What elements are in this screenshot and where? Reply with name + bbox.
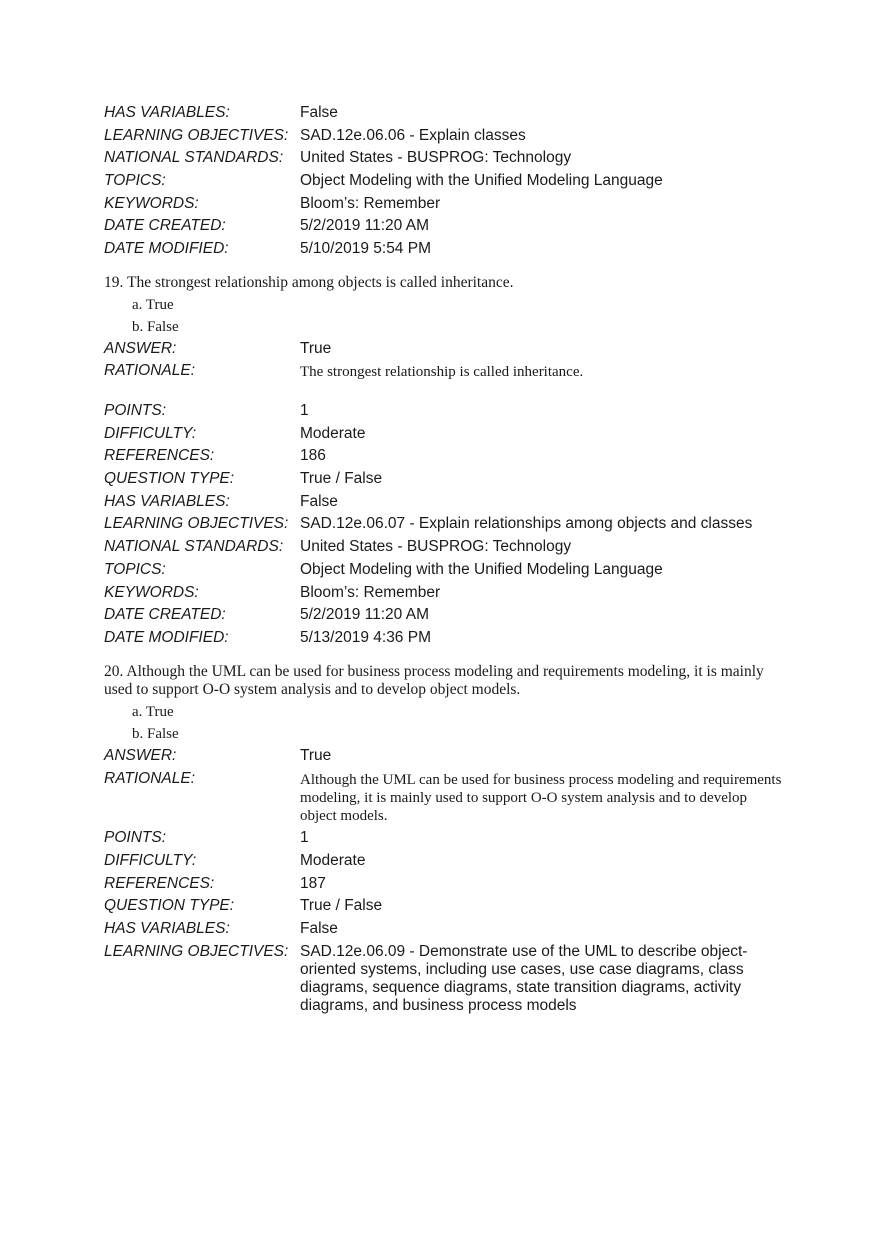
rationale-row	[104, 362, 784, 381]
meta-row-keywords	[104, 195, 784, 213]
meta-row-national-standards	[104, 538, 784, 556]
meta-value: True / False	[300, 470, 383, 488]
meta-row-question-type	[104, 470, 784, 488]
meta-row-date-modified	[104, 240, 784, 258]
option-b: b. False	[132, 318, 179, 335]
meta-row-date-modified	[104, 629, 784, 647]
meta-label: LEARNING OBJECTIVES:	[104, 515, 289, 533]
meta-label: REFERENCES:	[104, 447, 215, 465]
meta-label: DIFFICULTY:	[104, 851, 197, 869]
meta-row-references	[104, 447, 784, 465]
answer-value: True	[300, 339, 332, 357]
meta-value: 187	[300, 874, 326, 892]
meta-value: 186	[300, 447, 326, 465]
meta-label: POINTS:	[104, 402, 167, 419]
meta-label: DIFFICULTY:	[104, 424, 197, 442]
meta-value: 5/2/2019 11:20 AM	[300, 217, 429, 235]
meta-value: SAD.12e.06.09 - Demonstrate use of the UML to describe object-oriented systems, including use cases, use case diagrams, class diagrams, sequence diagrams, state transition diagrams, activity diagrams, and business process models	[300, 942, 748, 1014]
question-text: 19. The strongest relationship among objects is called inheritance.	[104, 274, 514, 292]
meta-value: SAD.12e.06.06 - Explain classes	[300, 126, 526, 144]
meta-value: Object Modeling with the Unified Modeling Language	[300, 560, 663, 578]
option-b: b. False	[132, 725, 179, 742]
meta-value: Moderate	[300, 851, 366, 869]
rationale-row	[104, 770, 784, 825]
answer-row	[104, 747, 784, 765]
meta-row-has-variables	[104, 104, 784, 122]
option-a: a. True	[132, 703, 174, 720]
document-page	[104, 104, 784, 1019]
meta-value: 1	[300, 829, 309, 847]
answer-row	[104, 340, 784, 358]
meta-label: POINTS:	[104, 829, 167, 847]
meta-label: QUESTION TYPE:	[104, 897, 235, 915]
meta-value: Object Modeling with the Unified Modeling Language	[300, 172, 663, 190]
question-text: 20. Although the UML can be used for business process modeling and requirements modeling, it is mainly used to support O-O system analysis and to develop object models.	[104, 662, 764, 699]
meta-value: SAD.12e.06.07 - Explain relationships among objects and classes	[300, 515, 753, 533]
answer-label: ANSWER:	[104, 746, 177, 764]
meta-value: United States - BUSPROG: Technology	[300, 149, 572, 167]
meta-label: DATE MODIFIED:	[104, 628, 229, 646]
meta-label: HAS VARIABLES:	[104, 492, 230, 510]
question-19	[104, 274, 784, 647]
meta-label: REFERENCES:	[104, 874, 215, 892]
meta-row-points	[104, 402, 784, 420]
meta-row-topics	[104, 561, 784, 579]
answer-value: True	[300, 746, 332, 764]
meta-value: Bloom’s: Remember	[300, 583, 441, 601]
meta-row-date-created	[104, 217, 784, 235]
meta-row-learning-objectives	[104, 943, 784, 1015]
meta-label: KEYWORDS:	[104, 583, 199, 601]
meta-label: QUESTION TYPE:	[104, 470, 235, 488]
meta-row-learning-objectives	[104, 127, 784, 145]
meta-label: NATIONAL STANDARDS:	[104, 149, 284, 167]
meta-label: DATE MODIFIED:	[104, 240, 229, 258]
meta-label: HAS VARIABLES:	[104, 104, 230, 121]
meta-row-date-created	[104, 606, 784, 624]
meta-value: False	[300, 920, 338, 937]
meta-label: DATE CREATED:	[104, 217, 226, 235]
meta-label: LEARNING OBJECTIVES:	[104, 942, 289, 960]
meta-row-keywords	[104, 584, 784, 602]
meta-value: False	[300, 104, 338, 121]
meta-row-has-variables	[104, 493, 784, 511]
meta-value: True / False	[300, 897, 383, 915]
meta-value: Moderate	[300, 424, 366, 442]
meta-value: 1	[300, 402, 309, 419]
meta-label: LEARNING OBJECTIVES:	[104, 126, 289, 144]
meta-row-references	[104, 875, 784, 893]
meta-value: 5/13/2019 4:36 PM	[300, 628, 431, 646]
meta-value: False	[300, 492, 338, 510]
option-a: a. True	[132, 296, 174, 313]
meta-label: HAS VARIABLES:	[104, 920, 230, 937]
spacer	[104, 386, 784, 402]
rationale-value: Although the UML can be used for business process modeling and requirements modeling, it is mainly used to support O-O system analysis and to develop object models.	[300, 771, 782, 824]
rationale-label: RATIONALE:	[104, 769, 196, 787]
meta-row-question-type	[104, 897, 784, 915]
meta-value: Bloom’s: Remember	[300, 194, 441, 212]
meta-row-national-standards	[104, 149, 784, 167]
q18-metadata	[104, 104, 784, 258]
rationale-value: The strongest relationship is called inheritance.	[300, 364, 584, 381]
meta-row-difficulty	[104, 852, 784, 870]
meta-row-topics	[104, 172, 784, 190]
meta-value: 5/2/2019 11:20 AM	[300, 606, 429, 624]
meta-row-points	[104, 829, 784, 847]
meta-row-difficulty	[104, 425, 784, 443]
question-20	[104, 663, 784, 1015]
meta-label: NATIONAL STANDARDS:	[104, 538, 284, 556]
meta-label: KEYWORDS:	[104, 194, 199, 212]
meta-value: United States - BUSPROG: Technology	[300, 538, 572, 556]
meta-row-has-variables	[104, 920, 784, 938]
meta-label: TOPICS:	[104, 172, 166, 190]
meta-value: 5/10/2019 5:54 PM	[300, 240, 431, 258]
meta-label: TOPICS:	[104, 560, 166, 578]
meta-row-learning-objectives	[104, 515, 784, 533]
answer-label: ANSWER:	[104, 339, 177, 357]
rationale-label: RATIONALE:	[104, 362, 196, 380]
meta-label: DATE CREATED:	[104, 606, 226, 624]
